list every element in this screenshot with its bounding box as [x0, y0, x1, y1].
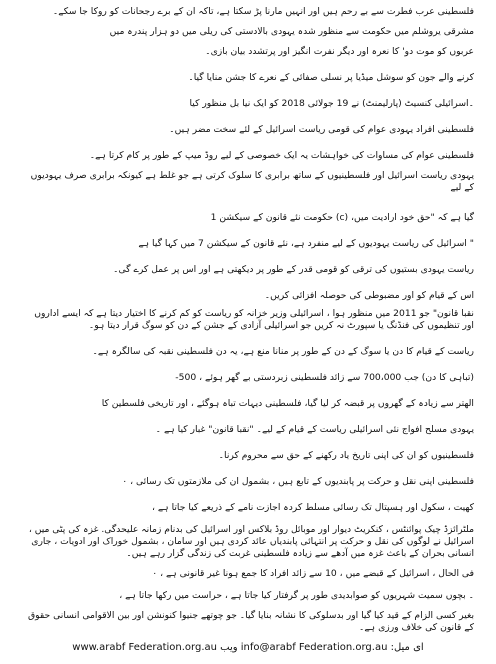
- text-line-9: گیا ہے کہ "حق خود ارادیت میں، (c) حکومت نئے قانون کے سیکشن 1: [210, 212, 474, 223]
- text-line-11: ریاست یہودی بستیوں کی ترقی کو قومی قدر کے طور پر دیکھتی ہے اور اس پر عمل کرے گی۔: [113, 264, 474, 275]
- text-line-12: اس کے قیام کو اور مضبوطی کی حوصلہ افزائی کریں۔: [264, 290, 474, 301]
- text-line-3: عربوں کو موت دو' کا نعرہ اور دیگر نفرت انگیز اور پرتشدد بیان بازی۔: [205, 46, 474, 57]
- text-line-1: فلسطینی عرب فطرت سے بے رحم ہیں اور انہیں مارنا پڑ سکتا ہے، تاکہ ان کے برے رجحانات کو روکا جا سکے۔: [52, 6, 474, 17]
- text-line-6: فلسطینی افراد یہودی عوام کی قومی ریاست اسرائیل کے لئے سخت مضر ہیں۔: [169, 124, 474, 135]
- text-line-19: فلسطینی اپنی نقل و حرکت پر پابندیوں کے تابع ہیں ، بشمول ان کی ملازمتوں تک رسائی ، ۰: [122, 476, 474, 487]
- text-line-10: " اسرائیل کی ریاست یہودیوں کے لیے منفرد ہے، نئے قانون کے سیکشن 7 میں کہا گیا ہے: [138, 238, 474, 249]
- text-line-15: (تباہی کا دن) جب 700،000 سے زائد فلسطینی زبردستی بے گھر ہوئے ، 500-: [175, 372, 474, 383]
- text-line-7: فلسطینی عوام کی مساوات کی خواہشات یہ ایک خصوصی کے لیے روڈ میپ کے طور پر کام کرتا ہے۔: [89, 150, 474, 161]
- text-line-21: ملٹرائزڈ چیک پوائنٹس ، کنکریٹ دیوار اور موبائل روڈ بلاکس اور اسرائیل کی بدنام زمانہ علیحدگی. غزہ کی پٹی میں ، اسرائیل نے لوگوں کی نقل و حرکت پر انتہائی پابندیاں عائد کردی ہیں اور سامان ، بشمول خوراک اور ادویات ، جاری انسانی بحران کے باعث غزہ میں آدھے سے زیادہ فلسطینی غربت کی زندگی گزار رہے ہیں۔: [28, 524, 474, 559]
- text-line-8: یہودی ریاست اسرائیل اور فلسطینیوں کے ساتھ برابری کا سلوک کرتی ہے جو غلط ہے کیونکہ برابری صرف یہودیوں کے لیے: [30, 170, 474, 193]
- text-line-18: فلسطینیوں کو ان کی اپنی تاریخ یاد رکھنے کے حق سے محروم کرنا۔: [218, 450, 474, 461]
- text-line-2: مشرقی یروشلم میں حکومت سے منظور شدہ یہودی بالادستی کی ریلی میں دو ہزار پندرہ میں: [109, 26, 474, 37]
- text-line-23: ۔ بچوں سمیت شہریوں کو صوابدیدی طور پر گرفتار کیا جاتا ہے ، حراست میں رکھا جاتا ہے ،: [119, 590, 474, 601]
- text-line-17: یہودی مسلح افواج نئی اسرائیلی ریاست کے قیام کے لیے۔ "نقبا قانون" غبار کیا ہے ۔: [155, 424, 474, 435]
- text-line-4: کرنے والے جون کو سوشل میڈیا پر نسلی صفائی کے نعرے کا جشن منایا گیا۔: [188, 72, 474, 83]
- text-line-22: فی الحال ، اسرائیل کے قبضے میں ، 10 سے زائد افراد کا جمع ہونا غیر قانونی ہے ، ۰: [152, 568, 474, 579]
- text-line-13: نقبا قانون" جو 2011 میں منظور ہوا ، اسرائیلی وزیر خزانہ کو ریاست کو کم کرنے کا اختیار دیتا ہے کہ ایسے اداروں اور تنظیموں کی فنڈنگ یا سپورٹ نہ کریں جو اسرائیلی آزادی کے جشن کے دن کو سوگ قرار دیتا ہو۔: [34, 308, 474, 331]
- text-line-14: ریاست کے قیام کا دن یا سوگ کے دن کے طور پر منانا منع ہے، یہ دن فلسطینی نقبہ کی سالگرہ ہے۔: [92, 346, 474, 357]
- footer-contact: ای میل: info@arabf Federation.org.au ویب www.arabf Federation.org.au: [72, 642, 424, 653]
- text-line-24: بغیر کسی الزام کے قید کیا گیا اور بدسلوکی کا نشانہ بنایا گیا۔ جو چوتھے جنیوا کنونشن اور بین الاقوامی انسانی حقوق کے قانون کی خلاف ورزی ہے۔: [27, 610, 474, 633]
- text-line-5: ۔اسرائیلی کنسیٹ (پارلیمنٹ) نے 19 جولائی 2018 کو ایک نیا بل منظور کیا: [189, 98, 474, 109]
- text-line-20: کھیت ، سکول اور ہسپتال تک رسائی مسلط کردہ اجازت نامے کے ذریعے کیا جاتا ہے ،: [152, 502, 474, 513]
- text-line-16: الھتر سے زیادہ کے گھروں پر قبضہ کر لیا گیا، فلسطینی دیہات تباہ ہوگئے ، اور تاریخی فلسطین کا: [101, 398, 474, 409]
